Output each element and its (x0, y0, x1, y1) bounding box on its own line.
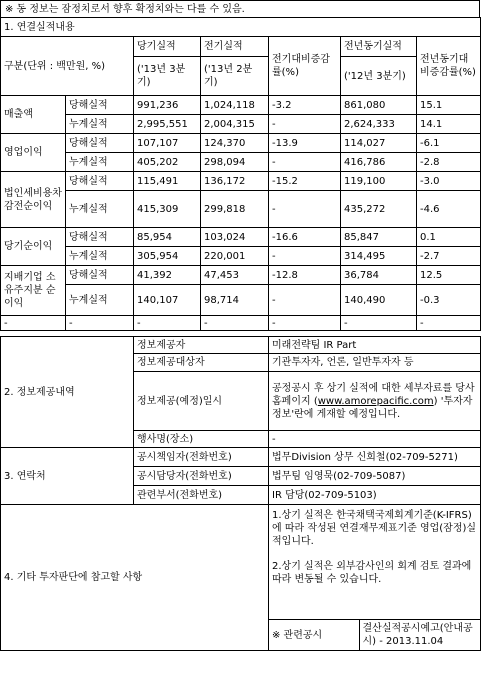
schedule-text-end: ) '투자자정보'란에 게재할 예정입니다. (272, 395, 473, 420)
cell: 435,272 (341, 191, 417, 228)
cell: -12.8 (269, 266, 341, 285)
qoq-header: 전기대비증감률(%) (269, 37, 341, 96)
row-type: 당해실적 (66, 172, 134, 191)
schedule-label: 정보제공(예정)일시 (134, 372, 269, 431)
cell: - (66, 316, 134, 331)
provider-value: 미래전략팀 IR Part (269, 337, 481, 354)
cell: - (269, 316, 341, 331)
cell: -16.6 (269, 228, 341, 247)
related-value: 결산실적공시예고(안내공시) - 2013.11.04 (362, 623, 473, 647)
row-type: 당해실적 (66, 266, 134, 285)
cell: 136,172 (201, 172, 269, 191)
cell: 98,714 (201, 285, 269, 316)
cell: -15.2 (269, 172, 341, 191)
officer-label: 공시책임자(전화번호) (134, 448, 269, 467)
item-label: 영업이익 (1, 134, 66, 172)
cell: 1,024,118 (201, 96, 269, 115)
related-disclosure (269, 620, 481, 651)
yoy-value-header: 전년동기실적 (341, 37, 417, 57)
cell: 405,202 (134, 153, 201, 172)
section2-title: 2. 정보제공내역 (1, 337, 134, 448)
notice-banner: ※ 동 정보는 잠정치로서 향후 확정치와는 다를 수 있음. (0, 0, 480, 18)
schedule-value (269, 372, 481, 431)
cell: 119,100 (341, 172, 417, 191)
cell: 299,818 (201, 191, 269, 228)
cell: 85,954 (134, 228, 201, 247)
cell: 114,027 (341, 134, 417, 153)
cell: 41,392 (134, 266, 201, 285)
yoy-period: ('12년 3분기) (341, 57, 417, 96)
cell: -13.9 (269, 134, 341, 153)
cell: -6.1 (417, 134, 481, 153)
cell: 115,491 (134, 172, 201, 191)
target-label: 정보제공대상자 (134, 354, 269, 372)
manager-label: 공시담당자(전화번호) (134, 467, 269, 486)
related-table (269, 620, 480, 650)
row-type: 누계실적 (66, 153, 134, 172)
cell: 140,490 (341, 285, 417, 316)
item-label: 당기순이익 (1, 228, 66, 266)
cell: 314,495 (341, 247, 417, 266)
section3-title: 3. 연락처 (1, 448, 134, 505)
cell: -2.7 (417, 247, 481, 266)
row-type: 당해실적 (66, 96, 134, 115)
item-label: 매출액 (1, 96, 66, 134)
previous-period: ('13년 2분기) (201, 57, 269, 96)
row-type: 누계실적 (66, 115, 134, 134)
manager-value: 법무팀 임영묵(02-709-5087) (269, 467, 481, 486)
cell: - (269, 285, 341, 316)
event-label: 행사명(장소) (134, 431, 269, 448)
row-type: 당해실적 (66, 228, 134, 247)
cell: - (269, 247, 341, 266)
cell: 220,001 (201, 247, 269, 266)
cell: 85,847 (341, 228, 417, 247)
section1-title: 1. 연결실적내용 (1, 18, 481, 37)
schedule-text: 공정공시 후 상기 실적에 대한 세부자료를 당사 홈페이지 ( (272, 382, 475, 407)
cell: 140,107 (134, 285, 201, 316)
dept-label: 관련부서(전화번호) (134, 486, 269, 505)
cell: - (201, 316, 269, 331)
provider-label: 정보제공자 (134, 337, 269, 354)
cell: 2,624,333 (341, 115, 417, 134)
previous-header: 전기실적 (201, 37, 269, 57)
officer-value: 법무Division 상무 신희철(02-709-5271) (269, 448, 481, 467)
cell: 15.1 (417, 96, 481, 115)
current-header: 당기실적 (134, 37, 201, 57)
cell: - (269, 115, 341, 134)
homepage-link[interactable]: www.amorepacific.com (317, 395, 434, 407)
item-label: 법인세비용차감전순이익 (1, 172, 66, 228)
event-value: - (269, 431, 481, 448)
cell: 124,370 (201, 134, 269, 153)
current-period: ('13년 3분기) (134, 57, 201, 96)
dept-value: IR 담당(02-709-5103) (269, 486, 481, 505)
row-type: 누계실적 (66, 285, 134, 316)
cell: - (269, 153, 341, 172)
cell: - (269, 191, 341, 228)
cell: 416,786 (341, 153, 417, 172)
cell: 14.1 (417, 115, 481, 134)
section4-notes (269, 505, 481, 620)
cell: - (417, 316, 481, 331)
row-type: 당해실적 (66, 134, 134, 153)
row-type: 누계실적 (66, 191, 134, 228)
cell: 861,080 (341, 96, 417, 115)
cell: -4.6 (417, 191, 481, 228)
cell: - (1, 316, 66, 331)
note-2: 2.상기 실적은 외부감사인의 회계 검토 결과에 따라 변동될 수 있습니다. (272, 561, 472, 585)
cell: - (341, 316, 417, 331)
item-label: 지배기업 소유주지분 순이익 (1, 266, 66, 316)
cell: 991,236 (134, 96, 201, 115)
yoy-header: 전년동기대비증감률(%) (417, 37, 481, 96)
cell: 12.5 (417, 266, 481, 285)
cell: 107,107 (134, 134, 201, 153)
cell: 0.1 (417, 228, 481, 247)
cell: 103,024 (201, 228, 269, 247)
cell: 415,309 (134, 191, 201, 228)
cell: 47,453 (201, 266, 269, 285)
results-table (0, 17, 481, 331)
cell: -3.2 (269, 96, 341, 115)
cell: 305,954 (134, 247, 201, 266)
section4-title: 4. 기타 투자판단에 참고할 사항 (1, 505, 269, 651)
cell: 2,004,315 (201, 115, 269, 134)
cell: -2.8 (417, 153, 481, 172)
cell: - (134, 316, 201, 331)
cell: -3.0 (417, 172, 481, 191)
note-1: 1.상기 실적은 한국채택국제회계기준(K-IFRS)에 따라 작성된 연결재무제표기준 영업(잠정)실적입니다. (272, 510, 477, 547)
unit-header: 구분(단위 : 백만원, %) (1, 37, 134, 96)
related-label: ※ 관련공시 (269, 620, 359, 650)
cell: 298,094 (201, 153, 269, 172)
info-table (0, 336, 481, 651)
target-value: 기관투자자, 언론, 일반투자자 등 (269, 354, 481, 372)
cell: 2,995,551 (134, 115, 201, 134)
cell: 36,784 (341, 266, 417, 285)
cell: -0.3 (417, 285, 481, 316)
row-type: 누계실적 (66, 247, 134, 266)
